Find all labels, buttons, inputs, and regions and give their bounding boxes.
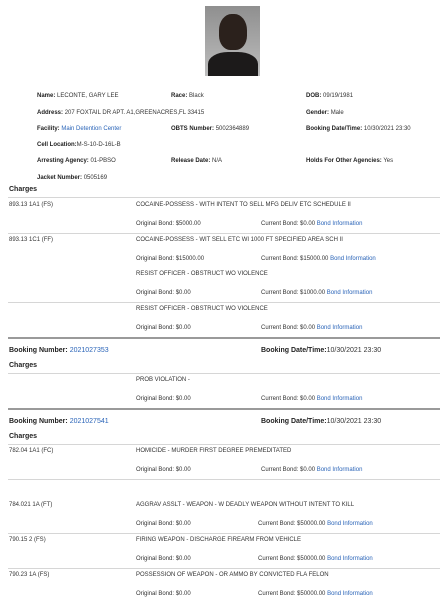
- original-bond: [136, 556, 191, 562]
- booking-datetime-row: [261, 347, 381, 354]
- divider: [8, 302, 440, 303]
- bond-information-link[interactable]: Bond Information: [326, 290, 373, 296]
- booking-datetime-row: [261, 418, 381, 425]
- current-bond: [261, 325, 362, 331]
- charges-heading: Charges: [9, 186, 38, 193]
- dob-label: DOB:: [306, 93, 322, 99]
- current-bond-value: $15000.00: [300, 256, 329, 262]
- charges-heading: Charges: [9, 433, 38, 440]
- release-value: N/A: [212, 158, 223, 164]
- divider: [8, 479, 440, 480]
- original-bond: [136, 290, 191, 296]
- current-bond-label: Current Bond:: [261, 325, 299, 331]
- dob-value: 09/19/1981: [323, 93, 354, 99]
- charge-description: RESIST OFFICER - OBSTRUCT WO VIOLENCE: [136, 271, 268, 277]
- current-bond: [258, 591, 373, 597]
- name-label: Name:: [37, 93, 56, 99]
- original-bond-value: $5000.00: [175, 221, 201, 227]
- original-bond-value: $15000.00: [175, 256, 205, 262]
- cell-row: [37, 142, 121, 148]
- booking-datetime-label: Booking Date/Time:: [261, 418, 327, 425]
- current-bond: [261, 396, 362, 402]
- booking-number-link[interactable]: 2021027353: [69, 347, 109, 354]
- section-divider: [8, 337, 440, 339]
- current-bond-value: $50000.00: [297, 521, 326, 527]
- current-bond: [261, 256, 376, 262]
- original-bond-label: Original Bond:: [136, 221, 175, 227]
- race-value: Black: [189, 93, 204, 99]
- facility-label: Facility:: [37, 126, 60, 132]
- mugshot-head: [219, 14, 247, 50]
- release-row: [171, 158, 222, 164]
- original-bond-label: Original Bond:: [136, 396, 175, 402]
- dob-row: [306, 93, 353, 99]
- agency-row: [37, 158, 116, 164]
- name-value: LECONTE, GARY LEE: [57, 93, 119, 99]
- name-row: [37, 93, 118, 99]
- obts-value: 5002364889: [215, 126, 250, 132]
- charge-statute: 893.13 1A1 (FS): [9, 202, 54, 208]
- booking-dt-label: Booking Date/Time:: [306, 126, 363, 132]
- current-bond-value: $50000.00: [297, 591, 326, 597]
- original-bond: [136, 256, 204, 262]
- original-bond-value: $0.00: [175, 556, 191, 562]
- charge-statute: 790.23 1A (FS): [9, 572, 50, 578]
- original-bond-label: Original Bond:: [136, 591, 175, 597]
- original-bond: [136, 396, 191, 402]
- divider: [8, 197, 440, 198]
- original-bond-value: $0.00: [175, 325, 191, 331]
- charges-heading: Charges: [9, 362, 38, 369]
- bond-information-link[interactable]: Bond Information: [316, 467, 363, 473]
- mugshot-shoulders: [208, 52, 258, 76]
- charge-description: COCAINE-POSSESS - WIT SELL ETC WI 1000 FT SPECIFIED AREA SCH II: [136, 237, 343, 243]
- current-bond-label: Current Bond:: [261, 290, 299, 296]
- charge-description: RESIST OFFICER - OBSTRUCT WO VIOLENCE: [136, 306, 268, 312]
- charge-statute: 784.021 1A (FT): [9, 502, 53, 508]
- current-bond-label: Current Bond:: [261, 256, 299, 262]
- gender-value: Male: [330, 110, 344, 116]
- bond-information-link[interactable]: Bond Information: [327, 521, 373, 527]
- original-bond-label: Original Bond:: [136, 256, 175, 262]
- obts-label: OBTS Number:: [171, 126, 215, 132]
- obts-row: [171, 126, 249, 132]
- charge-description: HOMICIDE - MURDER FIRST DEGREE PREMEDITATED: [136, 448, 292, 454]
- original-bond-label: Original Bond:: [136, 556, 175, 562]
- booking-datetime-value: 10/30/2021 23:30: [326, 347, 382, 354]
- current-bond: [258, 556, 373, 562]
- booking-dt-value: 10/30/2021 23:30: [363, 126, 411, 132]
- bond-information-link[interactable]: Bond Information: [316, 325, 363, 331]
- cell-value: M-S-10-D-16L-B: [76, 142, 121, 148]
- booking-datetime-value: 10/30/2021 23:30: [326, 418, 382, 425]
- agency-value: 01-PBSO: [90, 158, 116, 164]
- address-value: 207 FOXTAIL DR APT. A1,GREENACRES,FL 33415: [64, 110, 205, 116]
- charge-description: COCAINE-POSSESS - WITH INTENT TO SELL MFG DELIV ETC SCHEDULE II: [136, 202, 351, 208]
- current-bond-label: Current Bond:: [258, 591, 296, 597]
- booking-dt-row: [306, 126, 411, 132]
- current-bond-value: $1000.00: [300, 290, 326, 296]
- release-label: Release Date:: [171, 158, 211, 164]
- original-bond: [136, 521, 191, 527]
- original-bond: [136, 221, 201, 227]
- holds-label: Holds For Other Agencies:: [306, 158, 382, 164]
- bond-information-link[interactable]: Bond Information: [327, 591, 373, 597]
- current-bond: [261, 221, 362, 227]
- jacket-value: 0505169: [83, 175, 108, 181]
- bond-information-link[interactable]: Bond Information: [316, 221, 363, 227]
- cell-label: Cell Location:: [37, 142, 77, 148]
- charge-description: PROB VIOLATION -: [136, 377, 190, 383]
- charge-statute: 790.15 2 (FS): [9, 537, 46, 543]
- charge-statute: 893.13 1C1 (FF): [9, 237, 54, 243]
- race-row: [171, 93, 204, 99]
- current-bond: [261, 467, 362, 473]
- booking-datetime-label: Booking Date/Time:: [261, 347, 327, 354]
- race-label: Race:: [171, 93, 188, 99]
- charge-statute: 782.04 1A1 (FC): [9, 448, 54, 454]
- original-bond-label: Original Bond:: [136, 290, 175, 296]
- original-bond-value: $0.00: [175, 290, 191, 296]
- current-bond-label: Current Bond:: [258, 521, 296, 527]
- charge-description: FIRING WEAPON - DISCHARGE FIREARM FROM VEHICLE: [136, 537, 302, 543]
- current-bond-label: Current Bond:: [261, 396, 299, 402]
- divider: [8, 533, 440, 534]
- gender-row: [306, 110, 344, 116]
- original-bond: [136, 591, 191, 597]
- bond-information-link[interactable]: Bond Information: [327, 556, 373, 562]
- current-bond-value: $50000.00: [297, 556, 326, 562]
- address-row: [37, 110, 204, 116]
- holds-row: [306, 158, 393, 164]
- mugshot-photo: [205, 6, 260, 76]
- current-bond-label: Current Bond:: [258, 556, 296, 562]
- charge-description: AGGRAV ASSLT - WEAPON - W DEADLY WEAPON WITHOUT INTENT TO KILL: [136, 502, 355, 508]
- jacket-row: [37, 175, 107, 181]
- facility-link[interactable]: Main Detention Center: [61, 126, 122, 132]
- current-bond-value: $0.00: [300, 221, 316, 227]
- original-bond-value: $0.00: [175, 467, 191, 473]
- charge-description: POSSESSION OF WEAPON - OR AMMO BY CONVICTED FLA FELON: [136, 572, 329, 578]
- current-bond-value: $0.00: [300, 467, 316, 473]
- original-bond-label: Original Bond:: [136, 467, 175, 473]
- agency-label: Arresting Agency:: [37, 158, 89, 164]
- booking-number-row: [9, 418, 109, 425]
- original-bond-value: $0.00: [175, 396, 191, 402]
- divider: [8, 444, 440, 445]
- current-bond-value: $0.00: [300, 325, 316, 331]
- facility-row: [37, 126, 121, 132]
- current-bond-value: $0.00: [300, 396, 316, 402]
- divider: [8, 568, 440, 569]
- current-bond-label: Current Bond:: [261, 221, 299, 227]
- gender-label: Gender:: [306, 110, 330, 116]
- booking-number-row: [9, 347, 109, 354]
- section-divider: [8, 408, 440, 410]
- divider: [8, 233, 440, 234]
- current-bond: [258, 521, 373, 527]
- original-bond-value: $0.00: [175, 521, 191, 527]
- booking-number-label: Booking Number:: [9, 347, 68, 354]
- booking-number-link[interactable]: 2021027541: [69, 418, 109, 425]
- current-bond: [261, 290, 372, 296]
- holds-value: Yes: [383, 158, 394, 164]
- original-bond: [136, 467, 191, 473]
- original-bond-label: Original Bond:: [136, 521, 175, 527]
- original-bond-label: Original Bond:: [136, 325, 175, 331]
- address-label: Address:: [37, 110, 64, 116]
- bond-information-link[interactable]: Bond Information: [316, 396, 363, 402]
- original-bond-value: $0.00: [175, 591, 191, 597]
- bond-information-link[interactable]: Bond Information: [330, 256, 376, 262]
- booking-number-label: Booking Number:: [9, 418, 68, 425]
- original-bond: [136, 325, 191, 331]
- divider: [8, 373, 440, 374]
- current-bond-label: Current Bond:: [261, 467, 299, 473]
- jacket-label: Jacket Number:: [37, 175, 83, 181]
